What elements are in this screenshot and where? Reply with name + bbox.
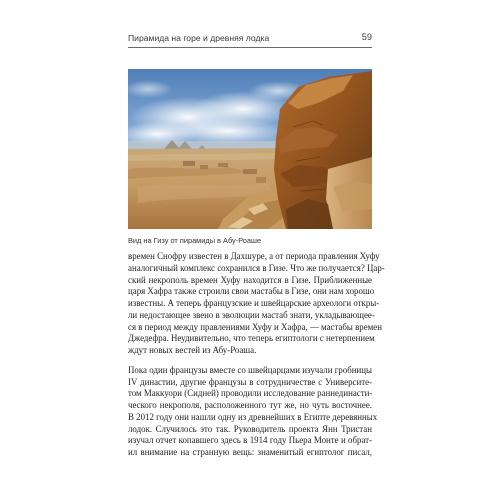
text-line: изучал отчет копавшего здесь в 1914 году Пьера Монте и обрат- bbox=[128, 435, 372, 446]
text-line: ждут новых вестей из Абу-Роаша. bbox=[128, 345, 257, 355]
text-line: ли недостающее звено в эволюции мастаб знати, укладывающее- bbox=[128, 309, 375, 320]
header-rule bbox=[128, 47, 372, 48]
text-line: IV династии, другие французы в сотрудничестве с Университе- bbox=[128, 376, 372, 387]
paragraph-2 bbox=[128, 364, 378, 459]
text-line: ся в период между правлениями Хуфу и Хафра, — мастабы времен bbox=[128, 321, 382, 332]
figure-caption: Вид на Гизу от пирамиды в Абу-Роаше bbox=[128, 236, 262, 245]
text-line: лодок. Случилось это так. Руководитель проекта Янн Тристан bbox=[128, 423, 372, 434]
photo-giza-from-abu-roash bbox=[128, 69, 372, 229]
text-line: аналогичный комплекс сохранился в Гизе. Что же получается? Цар- bbox=[128, 262, 385, 273]
text-line: Пока один французы вместе со швейцарцами изучали гробницы bbox=[128, 364, 372, 375]
page-number: 59 bbox=[361, 32, 372, 42]
text-line: Джедефра. Неудивительно, что теперь египтологи с нетерпением bbox=[128, 333, 375, 344]
text-line: В 2012 году они нашли одну из древнейших в Египте деревянных bbox=[128, 411, 378, 422]
paragraph-1 bbox=[128, 251, 385, 357]
text-line: том Маккуори (Сидней) проводили исследование раннединасти- bbox=[128, 388, 373, 399]
text-line: ский некрополь времен Хуфу находится в Гизе. Приближенные bbox=[128, 274, 372, 285]
text-line: царя Хафра также строили свои мастабы в Гизе, они нам хорошо bbox=[128, 286, 375, 297]
text-line: ческого некрополя, расположенного тут же, но чуть восточнее. bbox=[128, 400, 372, 410]
running-head bbox=[128, 33, 372, 46]
body-text bbox=[128, 251, 385, 459]
text-line: ил внимание на странную вещь: знаменитый египтолог писал, bbox=[128, 447, 372, 457]
text-line: времен Снофру известен в Дахшуре, а от периода правления Хуфу bbox=[128, 251, 380, 261]
running-head-title: Пирамида на горе и древняя лодка bbox=[128, 33, 270, 43]
text-line: известны. А теперь французские и швейцарские археологи откры- bbox=[128, 298, 380, 308]
